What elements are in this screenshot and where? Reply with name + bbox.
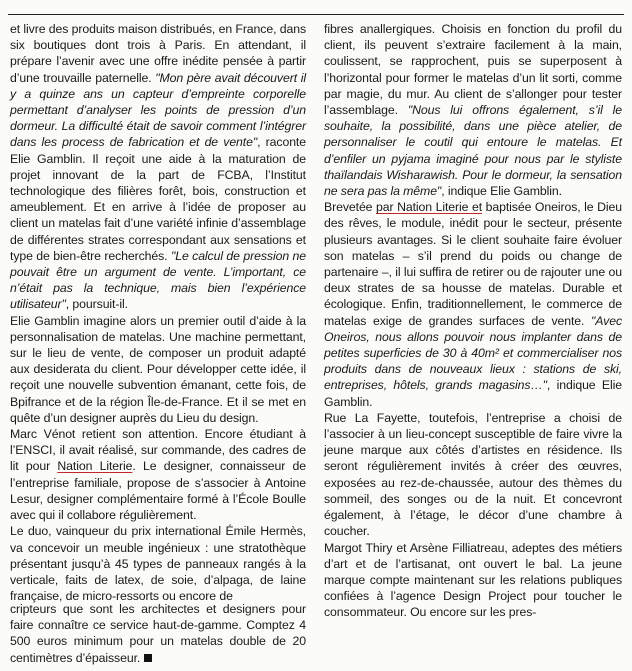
top-rule (8, 14, 624, 15)
paragraph: Elie Gamblin imagine alors un premier outil d’aide à la personnalisation de matelas. Une machine permettant, sur le lieu de vente, de composer un produit adapté aux desiderata du client. Pour développer cette idée, il reçoit une nouvelle subvention émanant, cette fois, de Bpifrance et de la région Île-de-France. Et il se met en quête d’un designer auprès du Lieu du design. (10, 313, 306, 425)
quote: "Mon père avait découvert il y a quinze ans un capteur d’empreinte corporelle permettant d’analyser les points de pression d’un dormeur. La difficulté était de savoir comment l’intégrer dans les process de fabrication et de vente" (10, 70, 306, 150)
paragraph: Margot Thiry et Arsène Filliatreau, adeptes des métiers d’art et de l’artisanat, ont ouvert le bal. La jeune marque compte maintenant sur les relations publiques confiées à l’agence Design Project pour toucher le consommateur. Ou encore sur les pres- (324, 540, 622, 620)
paragraph: et livre des produits maison distribués, en France, dans six boutiques dont trois à Paris. En attendant, il prépare l’avenir avec une offre inédite pensée à partir d’une trouvaille paternelle. "Mon père avait découvert il y a quinze ans un capteur d’empreinte corporelle permettant d’analyser les points de pression d’un dormeur. La difficulté était de savoir comment l’intégrer dans les process de fabrication et de vente", raconte Elie Gamblin. Il reçoit une aide à la maturation de projet innovant de la part de FCBA, l’Institut technologique des filières forêt, bois, construction et ameublement. Et en arrive à l’idée de proposer au client un matelas fait d’une variété infinie d’assemblage de différentes strates correspondant aux sensations et type de bien-être recherchés. "Le calcul de pression ne pouvait être un argument de vente. L’important, ce n’était pas la technique, mais bien l’expérience utilisateur", poursuit-il. (10, 22, 306, 312)
paragraph: fibres anallergiques. Choisis en fonction du profil du client, ils peuvent s’extraire facilement à la main, coulissent, se rapprochent, puis se superposent à l’horizontal pour former le matelas d’un lit sorti, comme par magie, du mur. Au client de s’allonger pour tester l’assemblage. "Nous lui offrons également, s’il le souhaite, la possibilité, dans une pièce atelier, de personnaliser le coutil qui entoure le matelas. Et d’enfiler un pyjama imaginé pour nous par le styliste thaïlandais Wisharawish. Pour le dormeur, la sensation ne sera pas la même", indique Elie Gamblin. (324, 22, 623, 199)
article-column-right (324, 21, 622, 621)
paragraph: Marc Vénot retient son attention. Encore étudiant à l’ENSCI, il avait réalisé, sur commande, des cadres de lit pour Nation Literie. Le designer, connaisseur de l’entreprise familiale, propose de s’associer à Antoine Lesur, designer complémentaire formé à l’École Boulle avec qui il collabore régulièrement. (10, 427, 306, 523)
paragraph: Rue La Fayette, toutefois, l’entreprise a choisi de l’associer à un lieu-concept susceptible de faire vivre la jeune marque aux côtés d’artistes en résidence. Ils seront régulièrement invités à créer des œuvres, exposées au rez-de-chaussée, autour des thèmes du sommeil, des songes ou de la nuit. Et concevront également, à l’étage, le décor d’une chambre à coucher. (324, 410, 622, 539)
paragraph: Le duo, vainqueur du prix international Émile Hermès, va concevoir un meuble ingénieux : une stratothèque présentant jusqu’à 45 types de panneaux rangés à la verticale, faits de latex, de soie, d’alpaga, de laine française, de micro-ressorts ou encore de (10, 524, 306, 604)
quote: "Nous lui offrons également, s’il le souhaite, la possibilité, dans une pièce atelier, de personnaliser le coutil qui entoure le matelas. Et d’enfiler un pyjama imaginé pour nous par le styliste thaïlandais Wisharawish. Pour le dormeur, la sensation ne sera pas la même" (324, 103, 623, 199)
end-of-article-square-icon (144, 654, 152, 662)
paragraph: cripteurs que sont les architectes et designers pour faire connaître ce service haut-de-gamme. Comptez 4 500 euros minimum pour un matelas double de 20 centimètres d’épaisseur. (10, 602, 306, 665)
quote: "Le calcul de pression ne pouvait être un argument de vente. L’important, ce n’était pas la technique, mais bien l’expérience utilisateur" (10, 248, 306, 312)
nation-literie-link[interactable]: Nation Literie (57, 459, 133, 474)
article-column-left (10, 21, 306, 604)
nation-literie-link[interactable]: par Nation Literie et (376, 200, 483, 215)
paragraph: Brevetée par Nation Literie et baptisée Oneiros, le Dieu des rêves, le module, inédit pour le secteur, présente plusieurs avantages. Si le client souhaite faire évoluer son matelas – s’il prend du poids ou change de partenaire –, il lui suffira de retirer ou de rajouter une ou deux strates de sa housse de matelas. Durable et écologique. Enfin, traditionnellement, le commerce de matelas exige de grandes surfaces de vente. "Avec Oneiros, nous allons pouvoir nous implanter dans de petites superficies de 30 à 40m² et commercialiser nos produits dans de nouveaux lieux : stations de ski, entreprises, hôtels, grands magasins…", indique Elie Gamblin. (324, 200, 623, 409)
article-column-bottom (10, 601, 306, 666)
quote: "Avec Oneiros, nous allons pouvoir nous implanter dans de petites superficies de 30 à 40m² et commercialiser nos produits dans de nouveaux lieux : stations de ski, entreprises, hôtels, grands magasins…" (324, 313, 622, 393)
